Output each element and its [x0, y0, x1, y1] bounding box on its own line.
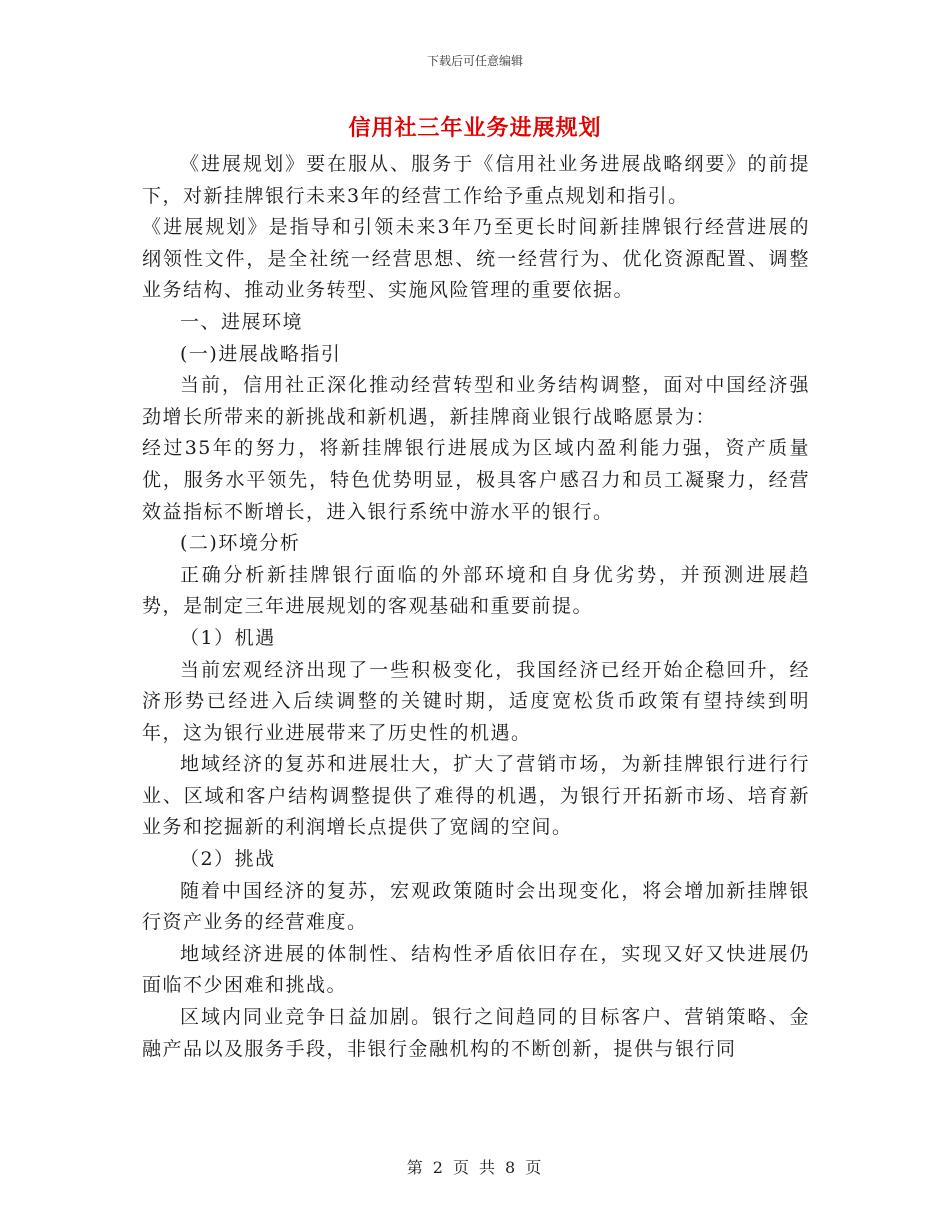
subsection-heading-strategy: (一)进展战略指引	[180, 342, 342, 365]
page-header-note: 下载后可任意编辑	[426, 54, 523, 68]
page-number-footer	[0, 1155, 950, 1178]
section-heading-environment: 一、进展环境	[180, 310, 304, 333]
paragraph-6: 当前宏观经济出现了一些积极变化，我国经济已经开始企稳回升，经济形势已经进入后续调整的关键时期，适度宽松货币政策有望持续到明年，这为银行业进展带来了历史性的机遇。	[142, 658, 810, 744]
document-body	[142, 149, 810, 1065]
footer-page-unit: 页	[452, 1158, 471, 1177]
paragraph-3: 当前，信用社正深化推动经营转型和业务结构调整，面对中国经济强劲增长所带来的新挑战和新机遇，新挂牌商业银行战略愿景为：	[142, 374, 810, 428]
document-title: 信用社三年业务进展规划	[348, 115, 602, 141]
paragraph-5: 正确分析新挂牌银行面临的外部环境和自身优劣势，并预测进展趋势，是制定三年进展规划的客观基础和重要前提。	[142, 563, 810, 618]
paragraph-8: 随着中国经济的复苏，宏观政策随时会出现变化，将会增加新挂牌银行资产业务的经营难度。	[142, 879, 810, 934]
paragraph-7: 地域经济的复苏和进展壮大，扩大了营销市场，为新挂牌银行进行行业、区域和客户结构调整提供了难得的机遇，为银行开拓新市场、培育新业务和挖掘新的利润增长点提供了宽阔的空间。	[142, 753, 810, 839]
paragraph-4: 经过35年的努力，将新挂牌银行进展成为区域内盈利能力强，资产质量优，服务水平领先，特色优势明显，极具客户感召力和员工凝聚力，经营效益指标不断增长，进入银行系统中游水平的银行。	[142, 437, 810, 523]
footer-total-word: 共	[479, 1158, 498, 1177]
footer-total-pages: 8	[505, 1158, 518, 1177]
footer-suffix: 页	[525, 1158, 544, 1177]
subsection-heading-analysis: (二)环境分析	[180, 532, 301, 555]
item-heading-challenge: （2）挑战	[180, 848, 276, 871]
paragraph-2: 《进展规划》是指导和引领未来3年乃至更长时间新挂牌银行经营进展的纲领性文件，是全社统一经营思想、统一经营行为、优化资源配置、调整业务结构、推动业务转型、实施风险管理的重要依据。	[142, 216, 810, 302]
footer-current-page: 2	[432, 1158, 445, 1177]
paragraph-9: 地域经济进展的体制性、结构性矛盾依旧存在，实现又好又快进展仍面临不少困难和挑战。	[142, 942, 810, 997]
item-heading-opportunity: （1）机遇	[180, 626, 276, 649]
paragraph-10: 区域内同业竞争日益加剧。银行之间趋同的目标客户、营销策略、金融产品以及服务手段，非银行金融机构的不断创新，提供与银行同	[142, 1006, 810, 1060]
paragraph-1: 《进展规划》要在服从、服务于《信用社业务进展战略纲要》的前提下，对新挂牌银行未来3年的经营工作给予重点规划和指引。	[142, 153, 810, 207]
footer-prefix: 第	[406, 1158, 425, 1177]
